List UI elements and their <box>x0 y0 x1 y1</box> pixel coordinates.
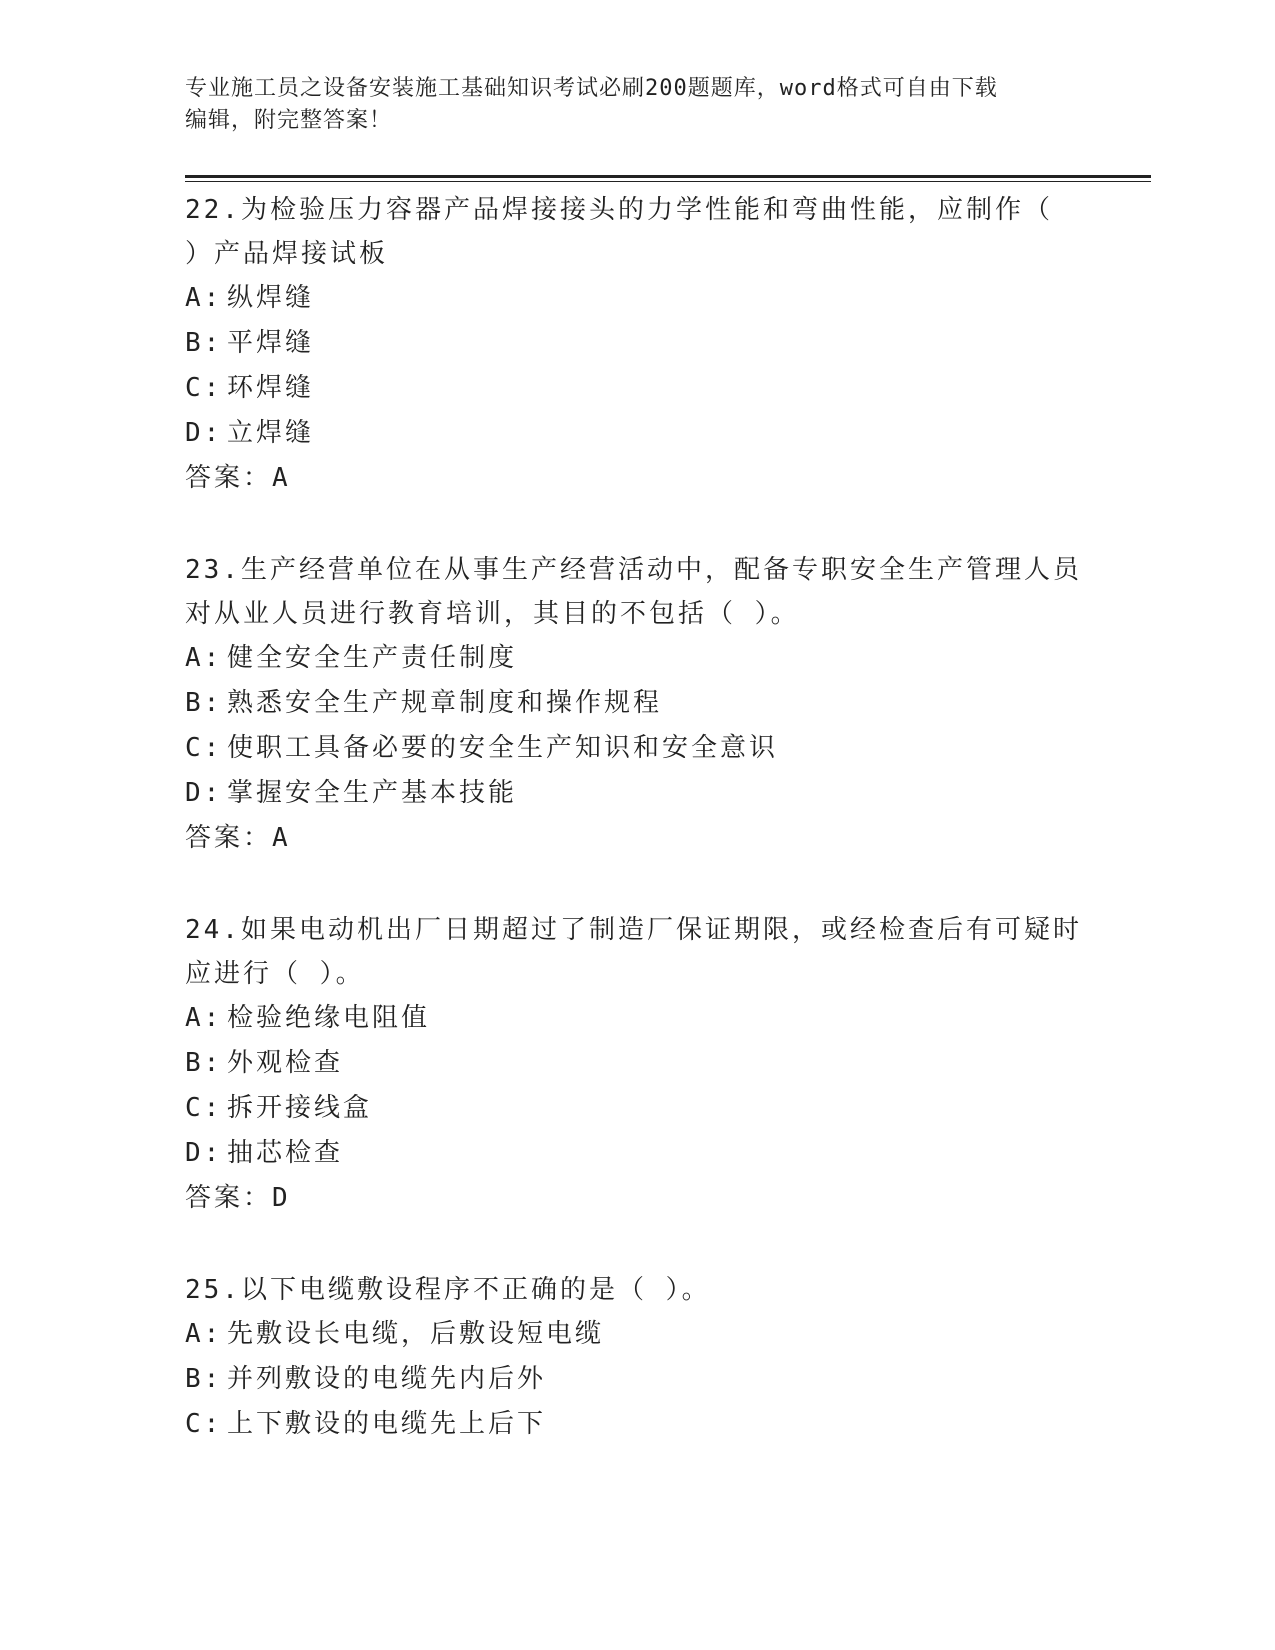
option-key: B: <box>185 1364 223 1394</box>
document-header <box>185 73 1065 137</box>
option-text: 平焊缝 <box>227 328 315 358</box>
question-stem-line: 对从业人员进行教育培训，其目的不包括（ ）。 <box>185 599 800 629</box>
question-23 <box>185 548 1085 861</box>
option-key: C: <box>185 373 223 403</box>
header-rule-thick <box>185 175 1151 178</box>
option-text: 检验绝缘电阻值 <box>227 1003 431 1033</box>
option-d <box>185 771 1085 816</box>
option-d <box>185 1131 1085 1176</box>
option-text: 掌握安全生产基本技能 <box>227 778 518 808</box>
option-a <box>185 1312 1085 1357</box>
answer-line: 答案：D <box>185 1183 291 1213</box>
question-stem-line: 25.以下电缆敷设程序不正确的是（ ）。 <box>185 1275 711 1305</box>
question-list <box>185 188 1085 1494</box>
option-c <box>185 1086 1085 1131</box>
option-key: D: <box>185 1138 223 1168</box>
option-a <box>185 996 1085 1041</box>
option-key: B: <box>185 1048 223 1078</box>
option-key: D: <box>185 418 223 448</box>
option-text: 健全安全生产责任制度 <box>227 643 518 673</box>
option-text: 先敷设长电缆，后敷设短电缆 <box>227 1319 605 1349</box>
option-text: 抽芯检查 <box>227 1138 344 1168</box>
option-text: 使职工具备必要的安全生产知识和安全意识 <box>227 733 779 763</box>
option-key: A: <box>185 1003 223 1033</box>
option-text: 上下敷设的电缆先上后下 <box>227 1409 547 1439</box>
option-text: 并列敷设的电缆先内后外 <box>227 1364 547 1394</box>
option-c <box>185 726 1085 771</box>
option-key: A: <box>185 643 223 673</box>
option-text: 拆开接线盒 <box>227 1093 373 1123</box>
question-stem-line: ）产品焊接试板 <box>185 239 389 269</box>
header-line-2: 编辑，附完整答案！ <box>185 108 393 133</box>
option-c <box>185 1402 1085 1447</box>
header-line-1: 专业施工员之设备安装施工基础知识考试必刷200题题库，word格式可自由下载 <box>185 76 998 101</box>
option-key: A: <box>185 283 223 313</box>
header-rule-thin <box>185 181 1151 182</box>
option-d <box>185 411 1085 456</box>
option-text: 熟悉安全生产规章制度和操作规程 <box>227 688 663 718</box>
option-text: 纵焊缝 <box>227 283 315 313</box>
option-a <box>185 636 1085 681</box>
option-b <box>185 1041 1085 1086</box>
question-stem-line: 23.生产经营单位在从事生产经营活动中，配备专职安全生产管理人员 <box>185 555 1082 585</box>
question-22 <box>185 188 1085 501</box>
option-text: 环焊缝 <box>227 373 315 403</box>
option-key: C: <box>185 1093 223 1123</box>
option-key: B: <box>185 328 223 358</box>
option-text: 立焊缝 <box>227 418 315 448</box>
question-stem <box>185 188 1085 276</box>
question-24 <box>185 908 1085 1221</box>
answer-line: 答案：A <box>185 463 291 493</box>
option-text: 外观检查 <box>227 1048 344 1078</box>
option-key: A: <box>185 1319 223 1349</box>
option-key: B: <box>185 688 223 718</box>
option-key: D: <box>185 778 223 808</box>
option-key: C: <box>185 733 223 763</box>
question-stem-line: 应进行（ ）。 <box>185 959 365 989</box>
question-stem-line: 22.为检验压力容器产品焊接接头的力学性能和弯曲性能，应制作（ <box>185 195 1053 225</box>
option-key: C: <box>185 1409 223 1439</box>
answer-line: 答案：A <box>185 823 291 853</box>
option-b <box>185 681 1085 726</box>
question-stem-line: 24.如果电动机出厂日期超过了制造厂保证期限，或经检查后有可疑时 <box>185 915 1082 945</box>
option-b <box>185 1357 1085 1402</box>
question-25 <box>185 1268 1085 1447</box>
option-b <box>185 321 1085 366</box>
option-a <box>185 276 1085 321</box>
question-stem <box>185 548 1085 636</box>
question-stem <box>185 1268 1085 1312</box>
option-c <box>185 366 1085 411</box>
question-stem <box>185 908 1085 996</box>
